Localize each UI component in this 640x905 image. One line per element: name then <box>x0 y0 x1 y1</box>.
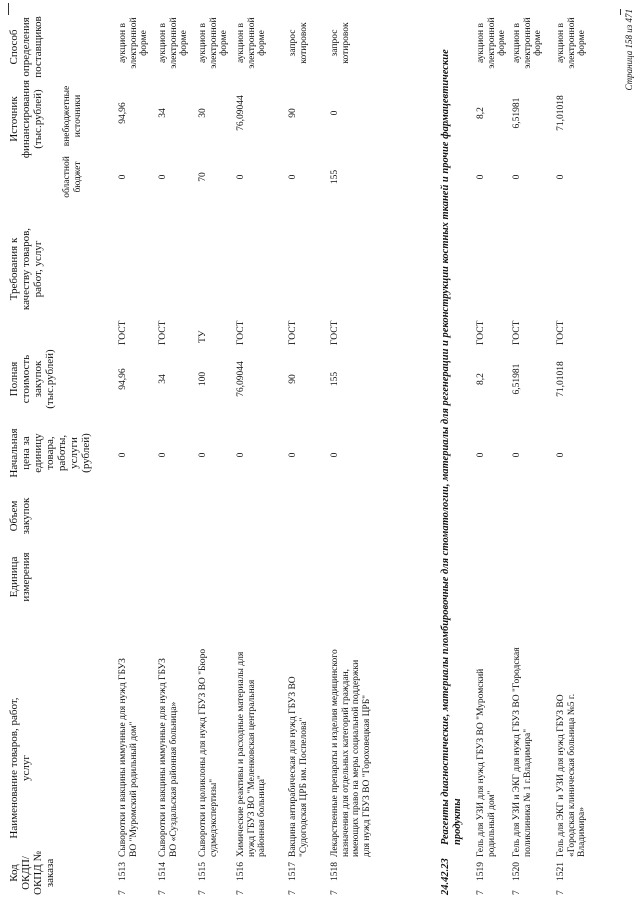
row-name: Сыворотки и вакцины иммунные для нужд ГБУЗ ВО «Суздальская районная больница» <box>158 658 179 857</box>
group-title: Реагенты диагностические, материалы пломбировочные для стоматологии, материалы для регенерации и реконструкции костных тканей и прочие фармацевтические продукты <box>440 49 463 845</box>
row-method: аукцион в электронной форме <box>512 17 543 69</box>
row-name: Гель для ЭКГ и УЗИ для нужд ГБУЗ ВО «Городская клиническая больница №5 г. Владимира» <box>556 693 587 857</box>
row-cost: 94,96 <box>118 368 128 390</box>
row-method: запрос котировок <box>330 22 351 64</box>
row-regional: 0 <box>512 174 522 180</box>
row-extra: 90 <box>288 108 298 118</box>
header-funding-extra: внебюджетные источники <box>62 85 83 147</box>
row-number: 1517 <box>288 862 298 881</box>
row-extra: 8,2 <box>476 107 486 119</box>
row-price: 0 <box>236 452 246 458</box>
row-price: 0 <box>158 452 168 458</box>
row-number: 1521 <box>556 862 566 881</box>
row-number: 1514 <box>158 862 168 881</box>
row-regional: 70 <box>198 172 208 182</box>
row-extra: 30 <box>198 108 208 118</box>
row-code: 7 <box>288 890 298 895</box>
row-price: 0 <box>556 452 566 458</box>
header-funding-regional: областной бюджет <box>62 156 83 198</box>
row-req: ГОСТ <box>118 320 128 345</box>
row-req: ГОСТ <box>512 320 522 345</box>
header-name: Наименование товаров, работ, услуг <box>8 697 32 839</box>
row-price: 0 <box>512 452 522 458</box>
row-number: 1513 <box>118 862 128 881</box>
row-method: аукцион в электронной форме <box>198 17 229 69</box>
row-extra: 94,96 <box>118 102 128 124</box>
row-extra: 34 <box>158 108 168 118</box>
row-price: 0 <box>118 452 128 458</box>
row-method: аукцион в электронной форме <box>118 17 149 69</box>
row-code: 7 <box>556 890 566 895</box>
row-method: аукцион в электронной форме <box>236 17 267 69</box>
row-price: 0 <box>288 452 298 458</box>
row-req: ГОСТ <box>476 320 486 345</box>
row-code: 7 <box>476 890 486 895</box>
row-name: Гель для УЗИ и ЭКГ для нужд ГБУЗ ВО "Городская поликлиника № 1 г.Владимира" <box>512 647 533 857</box>
row-method: аукцион в электронной форме <box>158 17 189 69</box>
row-regional: 0 <box>476 174 486 180</box>
row-name: Сыворотки и вакцины иммунные для нужд ГБУЗ ВО "Муромский родильный дом" <box>118 658 139 857</box>
header-method: Способ определения поставщиков <box>8 16 44 78</box>
row-req: ГОСТ <box>236 320 246 345</box>
row-number: 1515 <box>198 862 208 881</box>
row-cost: 155 <box>330 371 340 387</box>
row-regional: 0 <box>118 174 128 180</box>
row-name: Сыворотки и цоликлоны для нужд ГБУЗ ВО "Бюро судмедэкспертизы" <box>198 648 219 857</box>
row-cost: 76,09044 <box>236 361 246 397</box>
scan-mark <box>620 9 621 15</box>
row-code: 7 <box>158 890 168 895</box>
row-number: 1520 <box>512 862 522 881</box>
row-number: 1519 <box>476 862 486 881</box>
row-req: ГОСТ <box>288 320 298 345</box>
row-number: 1518 <box>330 862 340 881</box>
page-number: Страница 158 из 471 <box>624 9 634 91</box>
header-funding: Источник финансирования (тыс.рублей) <box>8 79 44 159</box>
row-cost: 71,01018 <box>556 361 566 397</box>
row-number: 1516 <box>236 862 246 881</box>
row-code: 7 <box>198 890 208 895</box>
header-full-cost: Полная стоимость закупок (тыс.рублей) <box>8 349 56 409</box>
scan-mark <box>8 3 9 15</box>
group-code: 24.42.23 <box>440 858 451 895</box>
header-requirements: Требования к качеству товаров, работ, услуг <box>8 227 44 311</box>
row-req: ГОСТ <box>556 320 566 345</box>
header-unit: Единица измерения <box>8 552 32 602</box>
row-extra: 71,01018 <box>556 95 566 131</box>
row-name: Гель для УЗИ для нужд ГБУЗ ВО "Муромский родильный дом" <box>476 668 497 857</box>
row-regional: 0 <box>288 174 298 180</box>
row-req: ГОСТ <box>158 320 168 345</box>
row-regional: 155 <box>330 169 340 185</box>
row-name: Вакцина антирабическая для нужд ГБУЗ ВО "Судогодская ЦРБ им. Поспелова" <box>288 676 309 857</box>
row-cost: 6,51981 <box>512 363 522 395</box>
row-method: аукцион в электронной форме <box>556 17 587 69</box>
row-req: ГОСТ <box>330 320 340 345</box>
row-code: 7 <box>236 890 246 895</box>
row-extra: 6,51981 <box>512 97 522 129</box>
row-extra: 0 <box>330 110 340 116</box>
row-code: 7 <box>512 890 522 895</box>
row-price: 0 <box>330 452 340 458</box>
row-code: 7 <box>330 890 340 895</box>
row-cost: 34 <box>158 374 168 384</box>
row-cost: 100 <box>198 371 208 387</box>
row-regional: 0 <box>556 174 566 180</box>
row-cost: 90 <box>288 374 298 384</box>
row-regional: 0 <box>236 174 246 180</box>
header-initial-price: Начальная цена за единицу товара, работы, услуги (рублей) <box>8 428 92 478</box>
header-volume: Объем закупок <box>8 497 32 535</box>
row-cost: 8,2 <box>476 373 486 385</box>
row-code: 7 <box>118 890 128 895</box>
row-extra: 76,09044 <box>236 95 246 131</box>
header-code: Код ОКДП/ ОКПД № заказа <box>8 851 56 895</box>
row-regional: 0 <box>158 174 168 180</box>
row-name: Химические реактивы и расходные материалы для нужд ГБУЗ ВО "Меленковская центральная районная больница" <box>236 651 267 857</box>
row-method: запрос котировок <box>288 22 309 64</box>
row-price: 0 <box>198 452 208 458</box>
row-name: Лекарственные препараты и изделия медицинского назначения для отдельных категорий граждан, имеющих право на меры социальной поддержки для нужд ГБУЗ ВО "Гороховецкая ЦРБ" <box>330 649 372 857</box>
row-req: ТУ <box>198 330 208 343</box>
row-method: аукцион в электронной форме <box>476 17 507 69</box>
row-price: 0 <box>476 452 486 458</box>
